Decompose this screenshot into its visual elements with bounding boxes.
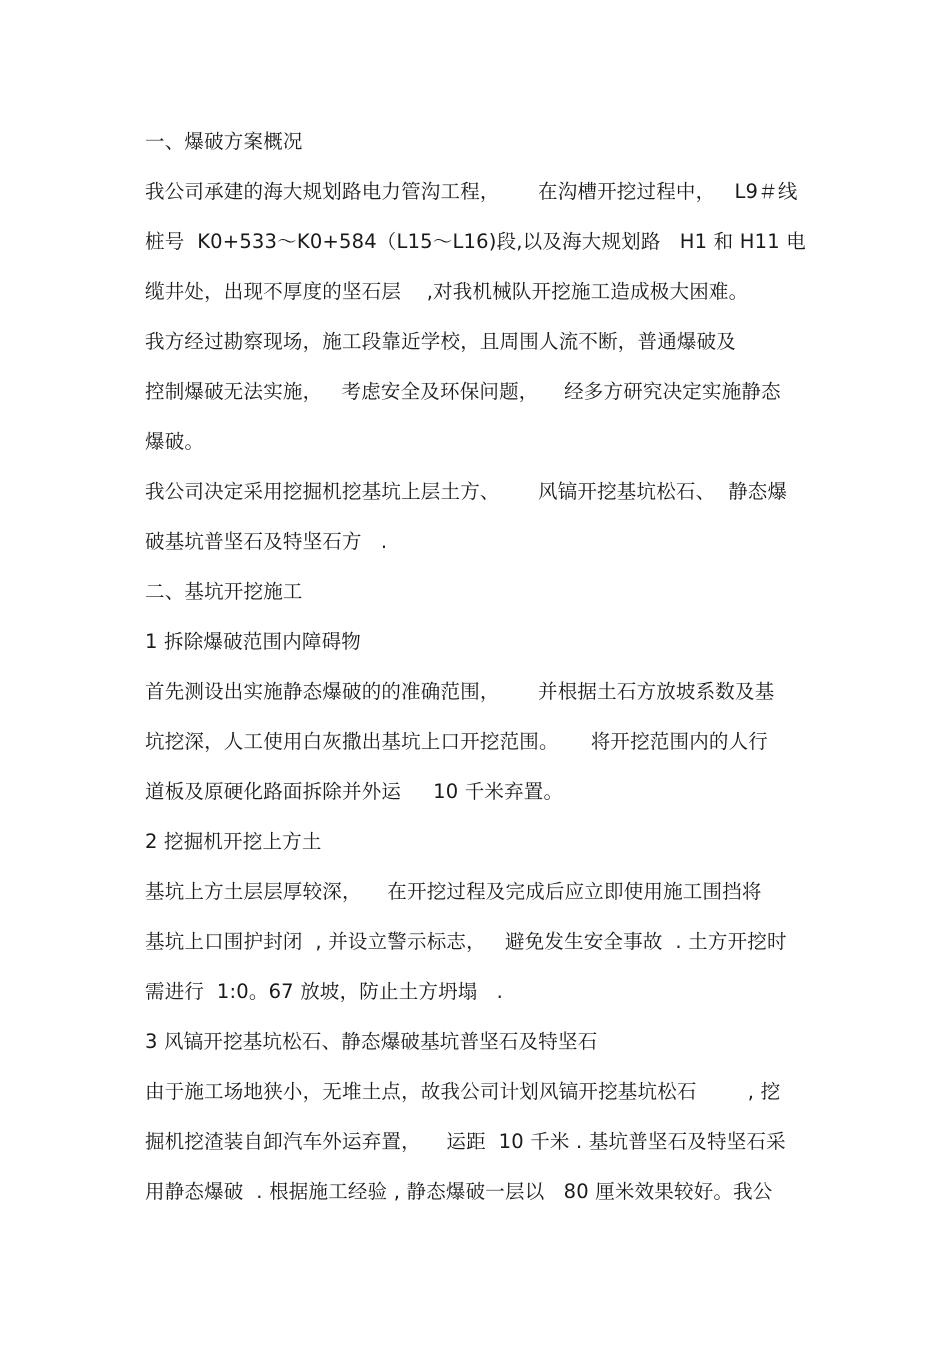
- paragraph-line: 道板及原硬化路面拆除并外运 10 千米弃置。: [145, 780, 564, 803]
- paragraph-line: 桩号 K0+533～K0+584（L15～L16)段,以及海大规划路 H1 和 H11 电: [145, 230, 806, 253]
- paragraph-line: 控制爆破无法实施， 考虑安全及环保问题， 经多方研究决定实施静态: [145, 380, 781, 403]
- subheading-obstacle-removal: 1 拆除爆破范围内障碍物: [145, 630, 362, 653]
- paragraph-line: 首先测设出实施静态爆破的的准确范围， 并根据土石方放坡系数及基: [145, 680, 775, 703]
- paragraph-line: 缆井处，出现不厚度的坚石层 ,对我机械队开挖施工造成极大困难。: [145, 280, 749, 303]
- paragraph-line: 由于施工场地狭小，无堆土点，故我公司计划风镐开挖基坑松石 , 挖: [145, 1080, 781, 1103]
- paragraph-line: 需进行 1:0。67 放坡，防止土方坍塌 .: [145, 980, 504, 1003]
- paragraph-line: 基坑上方土层层厚较深， 在开挖过程及完成后应立即使用施工围挡将: [145, 880, 762, 903]
- subheading-pneumatic-pick-static-blasting: 3 风镐开挖基坑松石、静态爆破基坑普坚石及特坚石: [145, 1030, 598, 1053]
- paragraph-line: 坑挖深，人工使用白灰撒出基坑上口开挖范围。 将开挖范围内的人行: [145, 730, 768, 753]
- paragraph-line: 破基坑普坚石及特坚石方 .: [145, 530, 388, 553]
- paragraph-line: 我公司承建的海大规划路电力管沟工程， 在沟槽开挖过程中， L9＃线: [145, 180, 798, 203]
- paragraph-line: 用静态爆破 . 根据施工经验 , 静态爆破一层以 80 厘米效果较好。我公: [145, 1180, 773, 1203]
- paragraph-line: 爆破。: [145, 430, 205, 453]
- heading-blasting-overview: 一、爆破方案概况: [145, 130, 303, 153]
- heading-pit-excavation: 二、基坑开挖施工: [145, 580, 303, 603]
- paragraph-line: 我公司决定采用挖掘机挖基坑上层土方、 风镐开挖基坑松石、 静态爆: [145, 480, 788, 503]
- paragraph-line: 掘机挖渣装自卸汽车外运弃置， 运距 10 千米 . 基坑普坚石及特坚石采: [145, 1130, 786, 1153]
- paragraph-line: 我方经过勘察现场，施工段靠近学校，且周围人流不断，普通爆破及: [145, 330, 737, 353]
- subheading-excavator-earthwork: 2 挖掘机开挖上方土: [145, 830, 322, 853]
- paragraph-line: 基坑上口围护封闭 , 并设立警示标志， 避免发生安全事故 . 土方开挖时: [145, 930, 787, 953]
